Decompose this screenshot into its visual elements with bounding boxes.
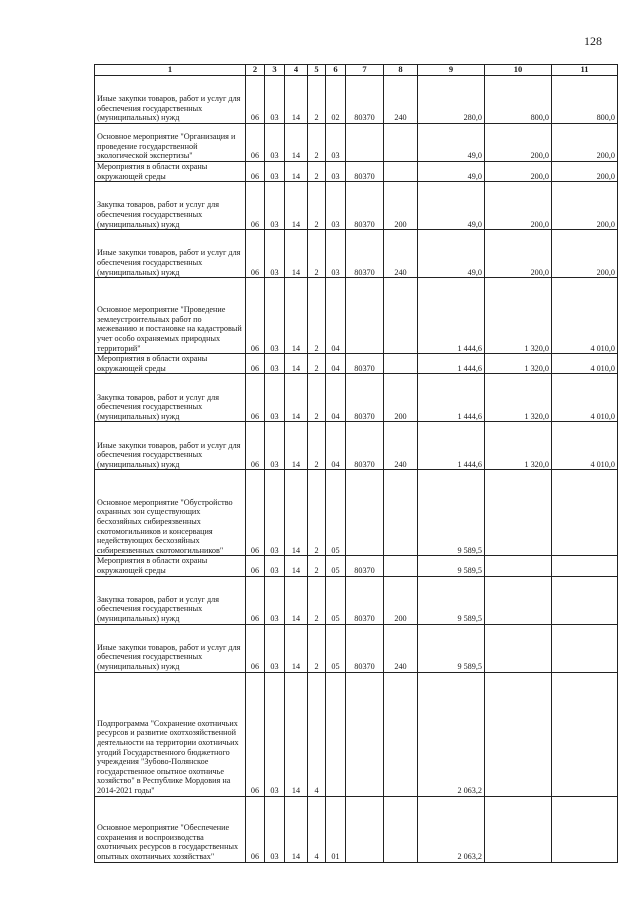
table-row: [95, 470, 618, 556]
row-code-c2: 06: [246, 278, 265, 354]
row-amount-c9: 9 589,5: [418, 470, 485, 556]
row-name: Закупка товаров, работ и услуг для обеспечения государственных (муниципальных) нужд: [95, 182, 246, 230]
row-code-c2: 06: [246, 162, 265, 182]
row-amount-c11: [552, 624, 618, 672]
row-code-c2: 06: [246, 624, 265, 672]
row-code-c3: 03: [265, 76, 285, 124]
row-amount-c11: 200,0: [552, 162, 618, 182]
row-name: Подпрограмма "Сохранение охотничьих ресурсов и развитие охотхозяйственной деятельности на территории охотничьих угодий Государственного бюджетного учреждения "Зубово-Полянское государственное опытное охотничье хозяйство" в Республике Мордовия на 2014-2021 годы": [95, 672, 246, 796]
row-name: Мероприятия в области охраны окружающей среды: [95, 354, 246, 374]
row-code-c4: 14: [285, 230, 308, 278]
row-code-c3: 03: [265, 556, 285, 576]
row-code-c5: 2: [308, 76, 326, 124]
column-header-1: 1: [95, 65, 246, 76]
row-amount-c11: [552, 576, 618, 624]
row-amount-c9: 49,0: [418, 162, 485, 182]
row-code-c8: 240: [384, 230, 418, 278]
row-name: Основное мероприятие "Проведение землеустроительных работ по межеванию и постановке на кадастровый учет особо охраняемых природных территорий": [95, 278, 246, 354]
row-code-c7: [346, 796, 384, 862]
table-row: [95, 182, 618, 230]
row-code-c4: 14: [285, 354, 308, 374]
row-code-c7: 80370: [346, 576, 384, 624]
row-code-c7: 80370: [346, 624, 384, 672]
row-code-c2: 06: [246, 470, 265, 556]
row-code-c5: 4: [308, 796, 326, 862]
row-code-c5: 2: [308, 470, 326, 556]
table-row: [95, 624, 618, 672]
row-code-c3: 03: [265, 470, 285, 556]
row-code-c8: [384, 278, 418, 354]
row-code-c7: 80370: [346, 354, 384, 374]
row-amount-c9: 2 063,2: [418, 672, 485, 796]
row-code-c5: 2: [308, 576, 326, 624]
row-code-c8: [384, 470, 418, 556]
row-code-c6: 03: [326, 162, 346, 182]
row-code-c7: [346, 470, 384, 556]
row-code-c5: 2: [308, 624, 326, 672]
row-code-c8: 240: [384, 624, 418, 672]
table-row: [95, 796, 618, 862]
table-row: [95, 576, 618, 624]
row-code-c4: 14: [285, 556, 308, 576]
row-amount-c11: 200,0: [552, 182, 618, 230]
column-header-4: 4: [285, 65, 308, 76]
row-code-c6: 05: [326, 576, 346, 624]
row-amount-c9: 1 444,6: [418, 422, 485, 470]
row-code-c2: 06: [246, 672, 265, 796]
row-name: Мероприятия в области охраны окружающей среды: [95, 162, 246, 182]
row-code-c8: [384, 354, 418, 374]
row-code-c4: 14: [285, 124, 308, 162]
row-code-c5: 2: [308, 182, 326, 230]
row-code-c2: 06: [246, 556, 265, 576]
row-amount-c10: 200,0: [485, 182, 552, 230]
row-code-c4: 14: [285, 278, 308, 354]
table-row: [95, 672, 618, 796]
table-row: [95, 422, 618, 470]
row-code-c4: 14: [285, 422, 308, 470]
row-amount-c10: 800,0: [485, 76, 552, 124]
table-row: [95, 278, 618, 354]
row-code-c3: 03: [265, 162, 285, 182]
row-code-c6: 04: [326, 278, 346, 354]
row-code-c3: 03: [265, 354, 285, 374]
column-header-11: 11: [552, 65, 618, 76]
row-code-c8: 200: [384, 576, 418, 624]
row-amount-c11: 800,0: [552, 76, 618, 124]
row-code-c6: 02: [326, 76, 346, 124]
row-amount-c9: 1 444,6: [418, 374, 485, 422]
row-code-c8: [384, 124, 418, 162]
row-code-c3: 03: [265, 182, 285, 230]
row-code-c7: 80370: [346, 556, 384, 576]
row-code-c8: 240: [384, 76, 418, 124]
row-amount-c10: 200,0: [485, 162, 552, 182]
row-code-c6: 03: [326, 230, 346, 278]
row-amount-c9: 49,0: [418, 182, 485, 230]
row-amount-c10: 1 320,0: [485, 278, 552, 354]
row-amount-c11: 200,0: [552, 124, 618, 162]
row-amount-c10: 1 320,0: [485, 354, 552, 374]
row-amount-c10: [485, 470, 552, 556]
row-code-c8: 200: [384, 182, 418, 230]
row-code-c7: 80370: [346, 374, 384, 422]
row-code-c4: 14: [285, 76, 308, 124]
row-name: Закупка товаров, работ и услуг для обеспечения государственных (муниципальных) нужд: [95, 576, 246, 624]
row-amount-c10: 1 320,0: [485, 422, 552, 470]
row-code-c2: 06: [246, 374, 265, 422]
row-code-c3: 03: [265, 796, 285, 862]
row-code-c5: 2: [308, 162, 326, 182]
row-amount-c9: 280,0: [418, 76, 485, 124]
row-amount-c10: 200,0: [485, 230, 552, 278]
row-name: Иные закупки товаров, работ и услуг для обеспечения государственных (муниципальных) нужд: [95, 624, 246, 672]
row-code-c7: 80370: [346, 422, 384, 470]
row-amount-c11: [552, 556, 618, 576]
row-amount-c10: [485, 556, 552, 576]
row-name: Иные закупки товаров, работ и услуг для обеспечения государственных (муниципальных) нужд: [95, 230, 246, 278]
row-code-c2: 06: [246, 354, 265, 374]
row-code-c5: 2: [308, 124, 326, 162]
row-amount-c9: 1 444,6: [418, 278, 485, 354]
row-code-c4: 14: [285, 624, 308, 672]
row-code-c6: 04: [326, 422, 346, 470]
row-code-c8: [384, 672, 418, 796]
column-header-5: 5: [308, 65, 326, 76]
row-amount-c9: 49,0: [418, 230, 485, 278]
row-code-c4: 14: [285, 470, 308, 556]
row-code-c6: [326, 672, 346, 796]
row-name: Иные закупки товаров, работ и услуг для обеспечения государственных (муниципальных) нужд: [95, 422, 246, 470]
table-header-row: [95, 65, 618, 76]
table-row: [95, 230, 618, 278]
column-header-9: 9: [418, 65, 485, 76]
row-amount-c10: [485, 624, 552, 672]
row-amount-c9: 2 063,2: [418, 796, 485, 862]
column-header-8: 8: [384, 65, 418, 76]
budget-table: [94, 64, 618, 863]
row-code-c6: 01: [326, 796, 346, 862]
row-amount-c11: 4 010,0: [552, 422, 618, 470]
table-row: [95, 354, 618, 374]
row-amount-c9: 49,0: [418, 124, 485, 162]
row-amount-c11: 200,0: [552, 230, 618, 278]
row-code-c7: [346, 672, 384, 796]
row-code-c5: 4: [308, 672, 326, 796]
row-amount-c11: [552, 796, 618, 862]
row-code-c2: 06: [246, 124, 265, 162]
row-code-c2: 06: [246, 230, 265, 278]
row-code-c8: 240: [384, 422, 418, 470]
row-code-c5: 2: [308, 556, 326, 576]
row-amount-c10: [485, 796, 552, 862]
row-amount-c9: 9 589,5: [418, 556, 485, 576]
row-code-c3: 03: [265, 576, 285, 624]
table-row: [95, 374, 618, 422]
row-code-c6: 05: [326, 624, 346, 672]
row-code-c6: 04: [326, 374, 346, 422]
row-amount-c11: [552, 470, 618, 556]
row-code-c5: 2: [308, 374, 326, 422]
row-amount-c9: 1 444,6: [418, 354, 485, 374]
row-code-c7: [346, 124, 384, 162]
row-code-c4: 14: [285, 796, 308, 862]
row-code-c8: [384, 796, 418, 862]
row-code-c7: [346, 278, 384, 354]
row-code-c6: 05: [326, 470, 346, 556]
row-name: Закупка товаров, работ и услуг для обеспечения государственных (муниципальных) нужд: [95, 374, 246, 422]
row-code-c3: 03: [265, 422, 285, 470]
row-name: Мероприятия в области охраны окружающей среды: [95, 556, 246, 576]
row-code-c8: [384, 556, 418, 576]
row-code-c4: 14: [285, 576, 308, 624]
row-amount-c9: 9 589,5: [418, 576, 485, 624]
row-code-c4: 14: [285, 672, 308, 796]
row-amount-c10: [485, 672, 552, 796]
row-amount-c10: 1 320,0: [485, 374, 552, 422]
table-body: [95, 76, 618, 863]
row-code-c4: 14: [285, 182, 308, 230]
row-name: Иные закупки товаров, работ и услуг для обеспечения государственных (муниципальных) нужд: [95, 76, 246, 124]
column-header-2: 2: [246, 65, 265, 76]
row-code-c3: 03: [265, 278, 285, 354]
row-code-c5: 2: [308, 354, 326, 374]
row-name: Основное мероприятие "Обеспечение сохранения и воспроизводства охотничьих ресурсов в государственных опытных охотничьих хозяйствах": [95, 796, 246, 862]
column-header-3: 3: [265, 65, 285, 76]
row-code-c7: 80370: [346, 230, 384, 278]
row-code-c7: 80370: [346, 182, 384, 230]
row-code-c7: 80370: [346, 162, 384, 182]
row-amount-c11: 4 010,0: [552, 278, 618, 354]
row-code-c2: 06: [246, 576, 265, 624]
row-amount-c11: 4 010,0: [552, 374, 618, 422]
row-code-c2: 06: [246, 76, 265, 124]
row-code-c8: 200: [384, 374, 418, 422]
row-code-c3: 03: [265, 672, 285, 796]
page-number: 128: [584, 34, 602, 48]
row-code-c6: 03: [326, 124, 346, 162]
row-code-c4: 14: [285, 162, 308, 182]
column-header-10: 10: [485, 65, 552, 76]
row-code-c4: 14: [285, 374, 308, 422]
table-row: [95, 124, 618, 162]
row-code-c2: 06: [246, 182, 265, 230]
row-code-c6: 03: [326, 182, 346, 230]
row-name: Основное мероприятие "Обустройство охранных зон существующих бесхозяйных сибиреязвенных скотомогильников и консервация недействующих бесхозяйных сибиреязвенных скотомогильников": [95, 470, 246, 556]
row-code-c8: [384, 162, 418, 182]
row-code-c7: 80370: [346, 76, 384, 124]
row-code-c2: 06: [246, 796, 265, 862]
row-code-c6: 05: [326, 556, 346, 576]
row-code-c5: 2: [308, 230, 326, 278]
row-code-c3: 03: [265, 624, 285, 672]
row-code-c3: 03: [265, 230, 285, 278]
row-amount-c10: 200,0: [485, 124, 552, 162]
row-code-c3: 03: [265, 374, 285, 422]
row-amount-c11: [552, 672, 618, 796]
row-amount-c9: 9 589,5: [418, 624, 485, 672]
table-row: [95, 556, 618, 576]
row-amount-c10: [485, 576, 552, 624]
row-code-c6: 04: [326, 354, 346, 374]
column-header-6: 6: [326, 65, 346, 76]
row-code-c5: 2: [308, 278, 326, 354]
row-code-c5: 2: [308, 422, 326, 470]
row-amount-c11: 4 010,0: [552, 354, 618, 374]
column-header-7: 7: [346, 65, 384, 76]
row-code-c2: 06: [246, 422, 265, 470]
table-row: [95, 162, 618, 182]
row-code-c3: 03: [265, 124, 285, 162]
table-row: [95, 76, 618, 124]
row-name: Основное мероприятие "Организация и проведение государственной экологической экспертизы": [95, 124, 246, 162]
